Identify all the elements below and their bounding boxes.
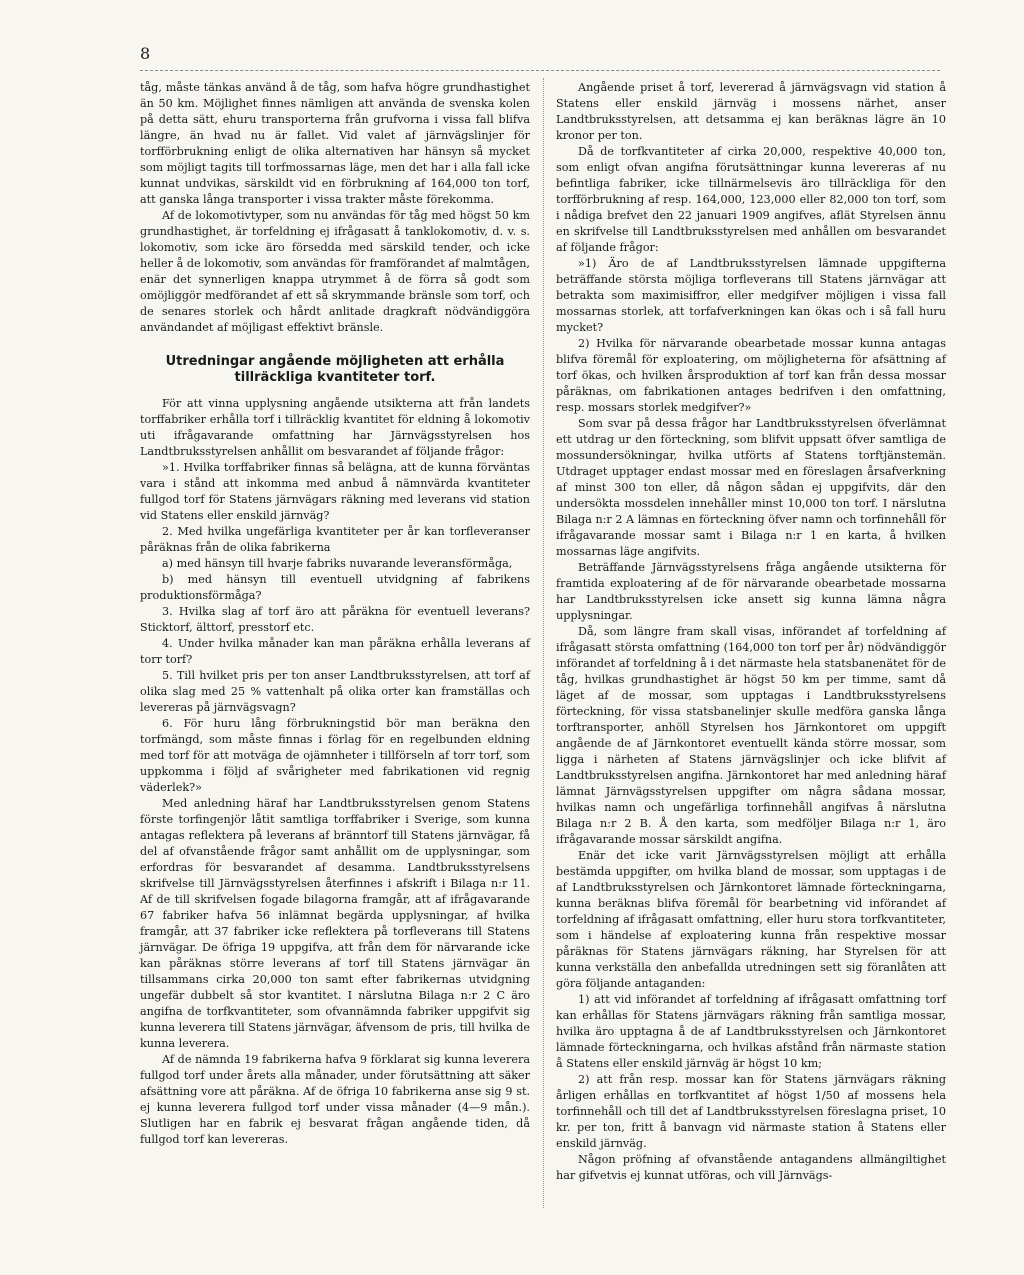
question-item: 6. För huru lång förbrukningstid bör man beräkna den torfmängd, som måste finnas i förlag för en regelbunden eldning med torf för att motväga de ojämnheter i tillförseln af torr torf, som uppkomma i följd af svårigheter med fabrikationen vid regnig väderlek?» <box>140 717 530 794</box>
paragraph: Som svar på dessa frågor har Landtbruksstyrelsen öfverlämnat ett utdrag ur den förteckning, som blifvit uppsatt öfver samtliga de mossundersökningar, hvilka utförts af Statens torftjänstemän. Utdraget upptager endast mossar med en föreslagen årsafverkning af minst 300 ton eller, då någon sådan ej uppgifvits, där den undersökta mossdelen innehåller minst 10,000 ton torf. I närslutna Bilaga n:r 2 A lämnas en förteckning öfver namn och torfinnehåll för ifrågavarande mossar samt i Bilaga n:r 1 en karta, å hvilken mossarnas läge angifvits. <box>556 417 946 558</box>
section-heading: Utredningar angående möjligheten att erhålla tillräckliga kvantiteter torf. <box>165 354 505 385</box>
paragraph: Beträffande Järnvägsstyrelsens fråga angående utsikterna för framtida exploatering af de för närvarande obearbetade mossarna har Landtbruksstyrelsen icke ansett sig kunna lämna några upplysningar. <box>556 561 946 622</box>
question-item: 3. Hvilka slag af torf äro att påräkna för eventuell leverans? Sticktorf, älttorf, presstorf etc. <box>140 605 530 634</box>
paragraph: Af de nämnda 19 fabrikerna hafva 9 förklarat sig kunna leverera fullgod torf under årets alla månader, under förutsättning att säker afsättning vore att påräkna. Af de öfriga 10 fabrikerna anse sig 9 st. ej kunna leverera fullgod torf under vissa månader (4—9 mån.). Slutligen har en fabrik ej besvarat frågan angående tiden, då fullgod torf kan levereras. <box>140 1053 530 1146</box>
paragraph: Då, som längre fram skall visas, införandet af torfeldning af ifrågasatt största omfattning (164,000 ton torf per år) nödvändiggör införandet af torfeldning å i det närmaste hela statsbanenätet för de tåg, hvilkas grundhastighet är högst 50 km per timme, samt då läget af de mossar, som upptagas i Landtbruksstyrelsens förteckning, för vissa statsbanelinjer skulle medföra ganska långa torftransporter, anhöll Styrelsen hos Järnkontoret om uppgift angående de af Järnkontoret eventuellt kända större mossar, som ligga i närheten af Statens järnvägslinjer och icke blifvit af Landtbruksstyrelsen angifna. Järnkontoret har med anledning häraf lämnat Järnvägsstyrelsen uppgifter om några sådana mossar, hvilkas namn och ungefärliga torfinnehåll angifvas å närslutna Bilaga n:r 2 B. Å den karta, som medföljer Bilaga n:r 1, äro ifrågavarande mossar särskildt angifna. <box>556 625 946 846</box>
page-number: 8 <box>140 44 151 63</box>
paragraph: Enär det icke varit Järnvägsstyrelsen möjligt att erhålla bestämda uppgifter, om hvilka bland de mossar, som upptagas i de af Landtbruksstyrelsen och Järnkontoret lämnade förteckningarna, kunna beräknas blifva föremål för bearbetning vid införandet af torfeldning af ifrågasatt omfattning, eller huru stora torfkvantiteter, som i händelse af exploatering kunna från respektive mossar påräknas för Statens järnvägars räkning, har Styrelsen för att kunna verkställa den anbefallda utredningen sett sig föranlåten att göra följande antaganden: <box>556 849 946 990</box>
paragraph: »1) Äro de af Landtbruksstyrelsen lämnade uppgifterna beträffande största möjliga torfleverans till Statens järnvägar att betrakta som maximisiffror, eller medgifver möjligen i vissa fall mossarnas storlek, att torfafverkningen kan ökas och i så fall huru mycket? <box>556 257 946 334</box>
column-divider <box>543 78 544 1208</box>
question-item: 5. Till hvilket pris per ton anser Landtbruksstyrelsen, att torf af olika slag med 25 % vattenhalt på olika orter kan framställas och levereras på järnvägsvagn? <box>140 669 530 714</box>
paragraph: 1) att vid införandet af torfeldning af ifrågasatt omfattning torf kan erhållas för Statens järnvägars räkning från samtliga mossar, hvilka äro upptagna å de af Landtbruksstyrelsen och Järnkontoret lämnade förteckningarna, och hvilkas afstånd från närmaste station å Statens eller enskild järnväg är högst 10 km; <box>556 993 946 1070</box>
question-item: 2. Med hvilka ungefärliga kvantiteter per år kan torfleveranser påräknas från de olika fabrikerna <box>140 525 530 554</box>
header-rule <box>140 70 940 71</box>
paragraph: Någon pröfning af ofvanstående antagandens allmängiltighet har gifvetvis ej kunnat utföras, och vill Järnvägs- <box>556 1153 946 1182</box>
question-item: »1. Hvilka torffabriker finnas så belägna, att de kunna förväntas vara i stånd att inkomma med anbud å nämnvärda kvantiteter fullgod torf för Statens järnvägars räkning med leverans vid station vid Statens eller enskild järnväg? <box>140 461 530 522</box>
paragraph: Af de lokomotivtyper, som nu användas för tåg med högst 50 km grundhastighet, är torfeldning ej ifrågasatt å tanklokomotiv, d. v. s. lokomotiv, som icke äro försedda med särskild tender, och icke heller å de lokomotiv, som användas för framförandet af malmtågen, enär det synnerligen knappa utrymmet å de förra så godt som omöjliggör medförandet af ett så skrymmande bränsle som torf, och de senares storlek och hårdt anlitade dragkraft nödvändiggöra användandet af möjligast effektivt bränsle. <box>140 209 530 334</box>
question-subitem: b) med hänsyn till eventuell utvidgning af fabrikens produktionsförmåga? <box>140 573 530 602</box>
right-column <box>556 80 946 1184</box>
question-subitem: a) med hänsyn till hvarje fabriks nuvarande leveransförmåga, <box>162 557 513 570</box>
paragraph: tåg, måste tänkas använd å de tåg, som hafva högre grundhastighet än 50 km. Möjlighet finnes nämligen att använda de svenska kolen på detta sätt, ehuru transporterna från grufvorna i vissa fall blifva längre, än hvad nu är fallet. Vid valet af järnvägslinjer för torfförbrukning enligt de olika alternativen har hänsyn så mycket som möjligt tagits till torfmossarnas läge, men det har i alla fall icke kunnat undvikas, särskildt vid en förbrukning af 164,000 ton torf, att ganska långa transporter i vissa trakter måste förekomma. <box>140 81 530 206</box>
left-column <box>140 80 530 1148</box>
question-item: 4. Under hvilka månader kan man påräkna erhålla leverans af torr torf? <box>140 637 530 666</box>
paragraph: Angående priset å torf, levererad å järnvägsvagn vid station å Statens eller enskild järnväg i mossens närhet, anser Landtbruksstyrelsen, att detsamma ej kan beräknas lägre än 10 kronor per ton. <box>556 81 946 142</box>
paragraph: Med anledning häraf har Landtbruksstyrelsen genom Statens förste torfingenjör låtit samtliga torffabriker i Sverige, som kunna antagas reflektera på leverans af bränntorf till Statens järnvägar, få del af ofvanstående frågor samt anhållit om de upplysningar, som erfordras för besvarandet af desamma. Landtbruksstyrelsens skrifvelse till Järnvägsstyrelsen återfinnes i afskrift i Bilaga n:r 11. Af de till skrifvelsen fogade bilagorna framgår, att af ifrågavarande 67 fabriker hafva 56 inlämnat begärda upplysningar, af hvilka framgår, att 37 fabriker icke reflektera på torfleverans till Statens järnvägar. De öfriga 19 uppgifva, att från dem för närvarande icke kan påräknas större leverans af torf till Statens järnvägar än tillsammans cirka 20,000 ton samt efter fabrikernas utvidgning ungefär dubbelt så stor kvantitet. I närslutna Bilaga n:r 2 C äro angifna de torfkvantiteter, som ofvannämnda fabriker uppgifvit sig kunna leverera till Statens järnvägar, äfvensom de pris, till hvilka de kunna leverera. <box>140 797 530 1050</box>
paragraph: 2) att från resp. mossar kan för Statens järnvägars räkning årligen erhållas en torfkvantitet af högst 1/50 af mossens hela torfinnehåll och till det af Landtbruksstyrelsen föreslagna priset, 10 kr. per ton, fritt å banvagn vid närmaste station å Statens eller enskild järnväg. <box>556 1073 946 1150</box>
paragraph: Då de torfkvantiteter af cirka 20,000, respektive 40,000 ton, som enligt ofvan angifna förutsättningar kunna levereras af nu befintliga fabriker, icke tillnärmelsevis äro tillräckliga för den torfförbrukning af resp. 164,000, 123,000 eller 82,000 ton torf, som i nådiga brefvet den 22 januari 1909 angifves, aflät Styrelsen ännu en skrifvelse till Landtbruksstyrelsen med anhållen om besvarandet af följande frågor: <box>556 145 946 254</box>
paragraph: 2) Hvilka för närvarande obearbetade mossar kunna antagas blifva föremål för exploatering, om möjligheterna för afsättning af torf ökas, och hvilken årsproduktion af torf kan från dessa mossar påräknas, om fabrikationen antages bedrifven i den omfattning, resp. mossars storlek medgifver?» <box>556 337 946 414</box>
paragraph: För att vinna upplysning angående utsikterna att från landets torffabriker erhålla torf i tillräcklig kvantitet för eldning å lokomotiv uti ifrågavarande omfattning har Järnvägsstyrelsen hos Landtbruksstyrelsen anhållit om besvarandet af följande frågor: <box>140 397 530 458</box>
